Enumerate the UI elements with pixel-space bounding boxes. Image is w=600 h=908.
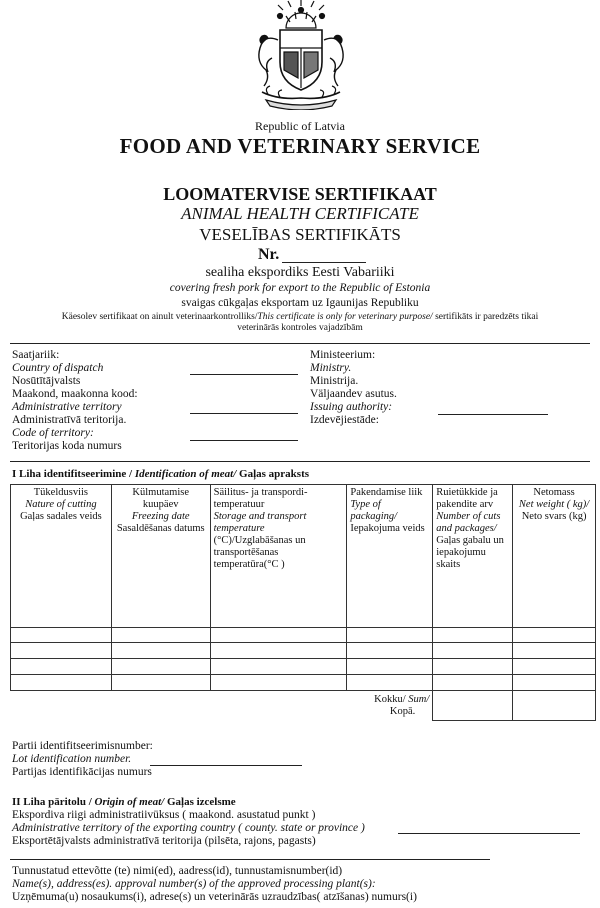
title-lv2: VESELĪBAS SERTIFIKĀTS [199, 225, 401, 244]
table-cell[interactable] [210, 628, 347, 643]
header-net-weight: Netomass Net weight ( kg)/ Neto svars (kg) [513, 485, 596, 628]
header-temperature: Säilitus- ja transpordi-temperatuur Storage and transport temperature (°C)/Uzglabāšanas un transportēšanas temperatūra(°C ) [210, 485, 347, 628]
ministry-label-lv: Ministrija. [310, 375, 359, 387]
table-total-row [11, 691, 596, 721]
territory-code-field[interactable] [190, 440, 298, 441]
table-cell[interactable] [433, 628, 513, 643]
meat-identification-table [10, 484, 596, 721]
territory-label-lv: Administratīvā teritorija. [12, 414, 127, 426]
table-cell[interactable] [210, 643, 347, 659]
header-nature-of-cutting: Tükeldusviis Nature of cutting Gaļas sadales veids [11, 485, 112, 628]
section-2-heading: II Liha päritolu / Origin of meat/ Gaļas izcelsme [12, 796, 236, 808]
header-freezing-date: Külmutamise kuupäev Freezing date Sasaldēšanas datums [111, 485, 210, 628]
dispatch-country-field[interactable] [190, 374, 298, 375]
territory-field[interactable] [190, 413, 298, 414]
table-cell[interactable] [513, 675, 596, 691]
table-cell[interactable] [111, 675, 210, 691]
service-name: FOOD AND VETERINARY SERVICE [119, 134, 481, 158]
total-weight-cell[interactable] [513, 691, 596, 721]
origin-block [12, 809, 365, 848]
lot-block [12, 740, 153, 779]
ministry-block [310, 349, 397, 427]
table-cell[interactable] [11, 643, 112, 659]
table-cell[interactable] [347, 675, 433, 691]
table-cell[interactable] [210, 659, 347, 675]
issuing-authority-label-lv: Izdevējiestāde: [310, 414, 379, 426]
table-cell[interactable] [111, 659, 210, 675]
divider [10, 343, 590, 344]
lot-label-en: Lot identification number. [12, 753, 132, 765]
table-cell[interactable] [433, 659, 513, 675]
divider [10, 859, 490, 860]
issuing-authority-field[interactable] [438, 414, 548, 415]
table-cell[interactable] [11, 628, 112, 643]
origin-label: Ekspordiva riigi administratiivüksus ( maakond. asustatud punkt ) [12, 809, 316, 821]
divider [10, 461, 590, 462]
certificate-number-field[interactable] [282, 262, 366, 263]
table-cell[interactable] [111, 643, 210, 659]
table-cell[interactable] [347, 643, 433, 659]
title-lv: LOOMATERVISE SERTIFIKAAT [163, 184, 437, 204]
dispatch-country-label-en: Country of dispatch [12, 362, 104, 374]
subtitle-lv: svaigas cūkgaļas eksportam uz Igaunijas Republiku [181, 297, 419, 309]
plant-block [12, 865, 417, 904]
table-cell[interactable] [513, 643, 596, 659]
lot-label: Partii identifitseerimisnumber: [12, 740, 153, 752]
header-number-of-packages: Ruietükkide ja pakendite arv Number of cuts and packages/ Gaļas gabalu un iepakojumu skaits [433, 485, 513, 628]
issuing-authority-label-en: Issuing authority: [310, 401, 393, 413]
title-en: ANIMAL HEALTH CERTIFICATE [181, 204, 419, 223]
territory-code-label-lv: Teritorijas koda numurs [12, 440, 122, 452]
table-cell[interactable] [513, 659, 596, 675]
dispatch-country-label-lv: Nosūtītājvalsts [12, 375, 81, 387]
table-cell[interactable] [433, 675, 513, 691]
country-name: Republic of Latvia [255, 119, 345, 133]
subtitle-en: covering fresh pork for export to the Republic of Estonia [169, 282, 431, 294]
ministry-label-en: Ministry. [310, 362, 352, 374]
table-cell[interactable] [11, 675, 112, 691]
purpose-note: Käesolev sertifikaat on ainult veterinaarkontrolliks/This certificate is only for veterinary purpose/ sertifikāts ir paredzēts tikai [61, 312, 539, 322]
plant-label-lv: Uzņēmuma(u) nosaukums(i), adrese(s) un veterinārās uzraudzības( atzīšanas) numurs(i) [12, 891, 417, 903]
table-cell[interactable] [347, 628, 433, 643]
dispatch-country-label: Saatjariik: [12, 349, 60, 361]
dispatch-block [12, 349, 138, 453]
origin-territory-field[interactable] [398, 833, 580, 834]
table-cell[interactable] [11, 659, 112, 675]
lot-number-field[interactable] [150, 765, 302, 766]
table-cell[interactable] [433, 643, 513, 659]
territory-label-en: Administrative territory [12, 401, 122, 413]
table-cell[interactable] [210, 675, 347, 691]
table-row [11, 628, 596, 643]
issuing-authority-label: Väljaandev asutus. [310, 388, 397, 400]
table-row [11, 675, 596, 691]
purpose-note-2: veterinārās kontroles vajadzībām [237, 323, 363, 333]
origin-label-lv: Eksportētājvalsts administratīvā teritorija (pilsēta, rajons, pagasts) [12, 835, 316, 847]
table-cell[interactable] [513, 628, 596, 643]
lot-label-lv: Partijas identifikācijas numurs [12, 766, 152, 778]
table-cell[interactable] [111, 628, 210, 643]
plant-label-en: Name(s), address(es). approval number(s) of the approved processing plant(s): [12, 878, 376, 890]
header-packaging: Pakendamise liik Type of packaging/ Iepakojuma veids [347, 485, 433, 628]
table-row [11, 643, 596, 659]
origin-label-en: Administrative territory of the exporting country ( county. state or province ) [12, 822, 365, 834]
subtitle-et: sealiha ekspordiks Eesti Vabariiki [205, 265, 395, 280]
table-header-row [11, 485, 596, 628]
total-label: Kokku/ Sum/ Kopā. [11, 691, 433, 721]
table-row [11, 659, 596, 675]
certificate-number-label: Nr. [258, 246, 280, 263]
section-1-heading: I Liha identifitseerimine / Identification of meat/ Gaļas apraksts [12, 468, 310, 480]
plant-label: Tunnustatud ettevõtte (te) nimi(ed), aadress(id), tunnustamisnumber(id) [12, 865, 343, 877]
total-packages-cell[interactable] [433, 691, 513, 721]
territory-label: Maakond, maakonna kood: [12, 388, 138, 400]
table-cell[interactable] [347, 659, 433, 675]
coat-of-arms-emblem [228, 0, 374, 110]
ministry-label: Ministeerium: [310, 349, 376, 361]
territory-code-label-en: Code of territory: [12, 427, 94, 439]
